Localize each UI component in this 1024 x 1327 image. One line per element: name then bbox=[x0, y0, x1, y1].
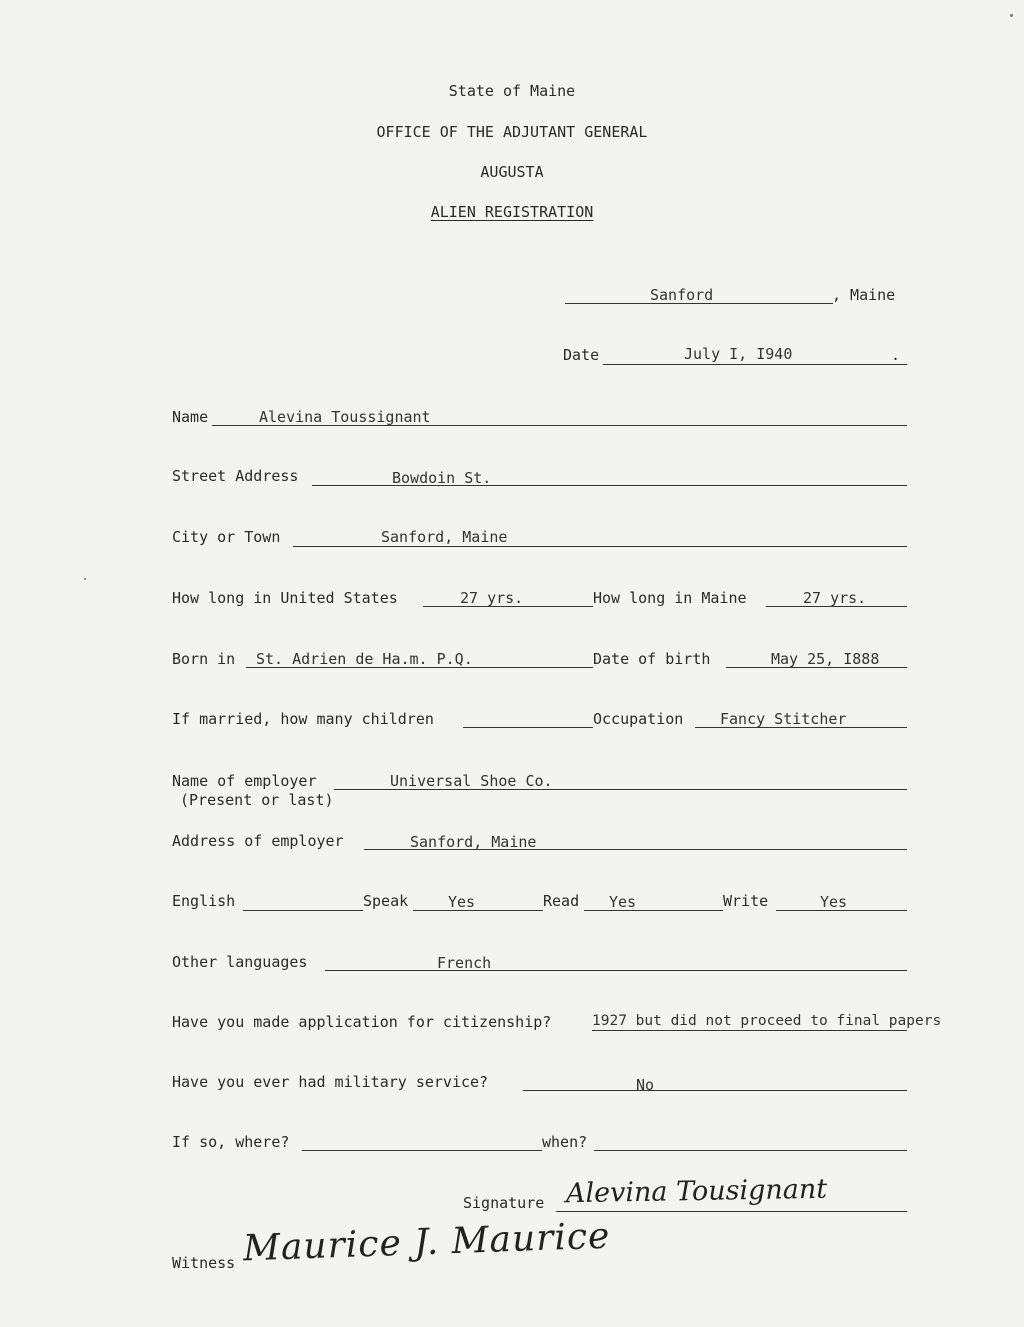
speak-label: Speak bbox=[363, 892, 409, 910]
when-line bbox=[594, 1150, 907, 1151]
employer-value: Universal Shoe Co. bbox=[390, 772, 553, 790]
english-label: English bbox=[172, 892, 236, 910]
date-trail: . bbox=[891, 346, 901, 364]
header-state: State of Maine bbox=[448, 82, 576, 100]
witness-label: Witness bbox=[172, 1254, 236, 1272]
employer-label: Name of employer bbox=[172, 772, 317, 790]
header-city: AUGUSTA bbox=[480, 163, 544, 181]
citizenship-label: Have you made application for citizenship? bbox=[172, 1013, 552, 1031]
date-value: July I, I940 bbox=[684, 345, 793, 363]
other-languages-value: French bbox=[437, 954, 492, 972]
write-label: Write bbox=[723, 892, 769, 910]
date-label: Date bbox=[563, 346, 600, 364]
other-languages-label: Other languages bbox=[172, 953, 308, 971]
speak-line bbox=[413, 910, 543, 911]
city-line bbox=[293, 546, 907, 547]
signature-line bbox=[556, 1211, 907, 1212]
years-maine-value: 27 yrs. bbox=[803, 589, 867, 607]
military-label: Have you ever had military service? bbox=[172, 1073, 489, 1091]
witness-handwriting: Maurice J. Maurice bbox=[242, 1215, 611, 1270]
dob-value: May 25, I888 bbox=[771, 650, 880, 668]
military-line bbox=[523, 1090, 907, 1091]
header-office: OFFICE OF THE ADJUTANT GENERAL bbox=[376, 123, 648, 141]
scan-speck bbox=[84, 578, 86, 580]
date-line bbox=[603, 364, 907, 365]
when-label: when? bbox=[542, 1133, 588, 1151]
where-line bbox=[302, 1150, 542, 1151]
military-value: No bbox=[636, 1076, 655, 1094]
english-line bbox=[243, 910, 363, 911]
employer-address-label: Address of employer bbox=[172, 832, 344, 850]
children-line bbox=[463, 727, 593, 728]
write-value: Yes bbox=[820, 893, 848, 911]
years-us-value: 27 yrs. bbox=[460, 589, 524, 607]
born-in-value: St. Adrien de Ha.m. P.Q. bbox=[256, 650, 473, 668]
speak-value: Yes bbox=[448, 893, 476, 911]
name-value: Alevina Toussignant bbox=[259, 408, 431, 426]
dob-label: Date of birth bbox=[593, 650, 711, 668]
born-in-label: Born in bbox=[172, 650, 236, 668]
employer-sublabel: (Present or last) bbox=[180, 791, 334, 809]
name-label: Name bbox=[172, 408, 209, 426]
signature-label: Signature bbox=[463, 1194, 545, 1212]
children-label: If married, how many children bbox=[172, 710, 434, 728]
read-line bbox=[584, 910, 723, 911]
place-suffix: , Maine bbox=[832, 286, 896, 304]
read-label: Read bbox=[543, 892, 580, 910]
place-value: Sanford bbox=[650, 286, 714, 304]
city-label: City or Town bbox=[172, 528, 281, 546]
occupation-value: Fancy Stitcher bbox=[720, 710, 847, 728]
years-us-label: How long in United States bbox=[172, 589, 398, 607]
street-label: Street Address bbox=[172, 467, 299, 485]
street-value: Bowdoin St. bbox=[392, 469, 492, 487]
where-label: If so, where? bbox=[172, 1133, 290, 1151]
other-languages-line bbox=[325, 970, 907, 971]
city-value: Sanford, Maine bbox=[381, 528, 508, 546]
citizenship-value: 1927 but did not proceed to final papers bbox=[592, 1013, 942, 1029]
citizenship-line bbox=[592, 1030, 907, 1031]
scan-speck bbox=[1010, 14, 1013, 17]
years-maine-label: How long in Maine bbox=[593, 589, 747, 607]
employer-address-value: Sanford, Maine bbox=[410, 833, 537, 851]
form-title: ALIEN REGISTRATION bbox=[430, 203, 594, 221]
signature-handwriting: Alevina Tousignant bbox=[565, 1173, 828, 1210]
occupation-label: Occupation bbox=[593, 710, 684, 728]
read-value: Yes bbox=[609, 893, 637, 911]
